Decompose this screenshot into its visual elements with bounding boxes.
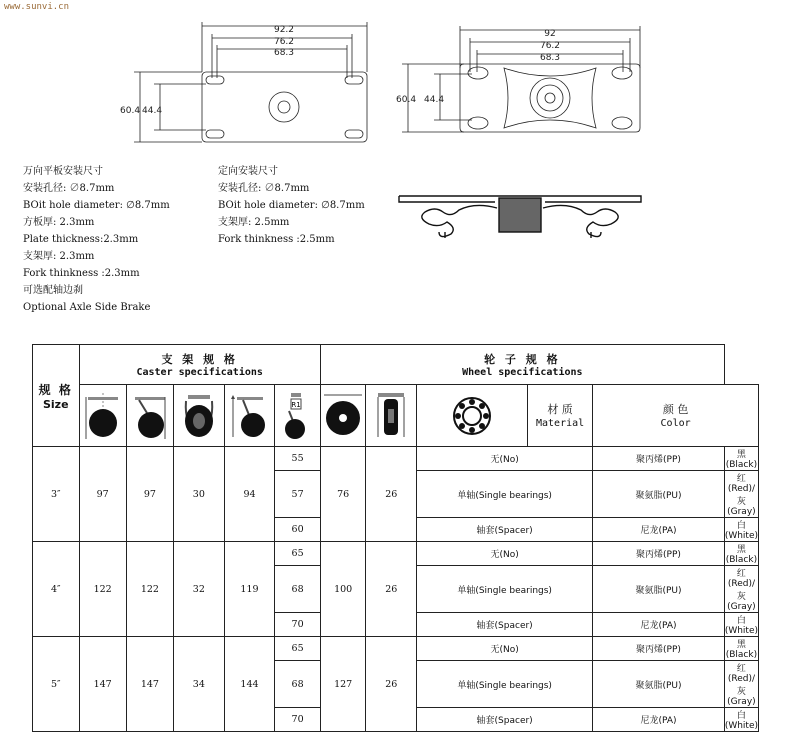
diameter-cell: 127 [320,637,366,732]
spec-line: BOit hole diameter: ∅8.7mm [23,200,170,211]
dim-height-outer: 60.4 [120,106,141,116]
bearing-cell: 单轴(Single bearings) [417,471,593,518]
caster-side-brake-icon [275,385,321,447]
dim-height-inner: 44.4 [142,106,163,116]
size-cell: 4″ [33,542,80,637]
material-cell: 尼龙(PA) [593,708,725,732]
width-cell: 26 [366,542,417,637]
color-cell: 黑(Black) [724,637,758,661]
material-cell: 聚丙烯(PP) [593,637,725,661]
height-cell: 57 [275,471,321,518]
bearing-cell: 轴套(Spacer) [417,708,593,732]
size-header [33,345,80,447]
bearing-cell: 无(No) [417,447,593,471]
spec-line: 支架厚: 2.5mm [218,217,290,228]
caster-header [79,345,320,385]
material-header [527,385,592,447]
bearing-icon [417,385,528,447]
color-cell: 白(White) [724,518,758,542]
material-header-en: Material [535,418,585,429]
material-cell: 聚氨脂(PU) [593,661,725,708]
spec-line: Optional Axle Side Brake [23,302,151,313]
dim-width-inner: 68.3 [273,48,295,58]
color-header-cn: 颜 色 [662,403,689,416]
material-cell: 聚丙烯(PP) [593,447,725,471]
table-row [33,447,759,471]
cross-section-drawing [395,188,645,248]
color-cell: 黑(Black) [724,447,758,471]
fixed-plate-drawing [392,20,662,145]
color-cell: 红(Red)/灰(Gray) [724,566,758,613]
caster-header-cn: 支 架 规 格 [161,353,238,366]
table-cell: 32 [174,542,225,637]
caster-wheel-width-icon [174,385,225,447]
dim-height-inner: 44.4 [424,95,445,105]
height-cell: 68 [275,566,321,613]
wheel-header-en: Wheel specifications [462,367,583,378]
spec-line: 方板厚: 2.3mm [23,217,95,228]
bearing-cell: 轴套(Spacer) [417,518,593,542]
table-cell: 34 [174,637,225,732]
width-cell: 26 [366,447,417,542]
table-cell: 119 [224,542,275,637]
bearing-cell: 轴套(Spacer) [417,613,593,637]
diameter-cell: 100 [320,542,366,637]
table-cell: 97 [126,447,173,542]
table-cell: 122 [126,542,173,637]
table-cell: 97 [79,447,126,542]
table-row [33,637,759,661]
caster-height-icon [224,385,275,447]
table-cell: 122 [79,542,126,637]
color-header-en: Color [660,418,691,429]
wheel-header-cn: 轮 子 规 格 [484,353,561,366]
bearing-cell: 单轴(Single bearings) [417,566,593,613]
color-cell: 白(White) [724,708,758,732]
table-cell: 147 [126,637,173,732]
size-header-en: Size [42,397,69,411]
caster-header-en: Caster specifications [136,367,263,378]
material-cell: 聚氨脂(PU) [593,566,725,613]
material-cell: 尼龙(PA) [593,518,725,542]
bearing-cell: 单轴(Single bearings) [417,661,593,708]
material-cell: 尼龙(PA) [593,613,725,637]
spec-line: Plate thickness:2.3mm [23,234,139,245]
table-cell: 147 [79,637,126,732]
color-cell: 白(White) [724,613,758,637]
bearing-cell: 无(No) [417,542,593,566]
dim-width-outer: 92.2 [273,25,295,35]
svg-text:R1: R1 [290,400,301,409]
caster-dimension-icon [79,385,126,447]
dim-width-inner: 68.3 [539,53,561,63]
spec-line: 支架厚: 2.3mm [23,251,95,262]
wheel-header [320,345,724,385]
width-cell: 26 [366,637,417,732]
material-cell: 聚丙烯(PP) [593,542,725,566]
color-cell: 红(Red)/灰(Gray) [724,661,758,708]
bearing-cell: 无(No) [417,637,593,661]
swivel-plate-drawing [120,18,380,148]
diameter-cell: 76 [320,447,366,542]
spec-line: Fork thinkness :2.5mm [218,234,335,245]
watermark: www.sunvi.cn [4,2,70,12]
height-cell: 65 [275,637,321,661]
wheel-width-icon [366,385,417,447]
spec-line: Fork thinkness :2.3mm [23,268,140,279]
spec-line: BOit hole diameter: ∅8.7mm [218,200,365,211]
size-cell: 5″ [33,637,80,732]
swivel-spec [23,163,170,316]
color-cell: 黑(Black) [724,542,758,566]
dim-width-outer: 92 [544,29,556,39]
height-cell: 55 [275,447,321,471]
material-header-cn: 材 质 [547,403,573,416]
spec-line: 安装孔径: ∅8.7mm [218,183,310,194]
table-cell: 30 [174,447,225,542]
height-cell: 70 [275,708,321,732]
table-cell: 144 [224,637,275,732]
height-cell: 70 [275,613,321,637]
dim-width-mid: 76.2 [539,41,561,51]
fixed-spec [218,163,365,248]
table-row [33,542,759,566]
dim-width-mid: 76.2 [273,37,295,47]
table-cell: 94 [224,447,275,542]
material-cell: 聚氨脂(PU) [593,471,725,518]
spec-line: 万向平板安装尺寸 [23,166,103,177]
spec-line: 定向安装尺寸 [218,166,278,177]
size-cell: 3″ [33,447,80,542]
height-cell: 65 [275,542,321,566]
color-cell: 红(Red)/灰(Gray) [724,471,758,518]
dim-height-outer: 60.4 [396,95,417,105]
caster-offset-icon [126,385,173,447]
height-cell: 60 [275,518,321,542]
wheel-diameter-icon [320,385,366,447]
spec-table [32,344,759,732]
color-header [593,385,759,447]
size-header-cn: 规 格 [38,382,73,397]
spec-line: 安装孔径: ∅8.7mm [23,183,115,194]
height-cell: 68 [275,661,321,708]
spec-line: 可选配轴边刹 [23,285,83,296]
